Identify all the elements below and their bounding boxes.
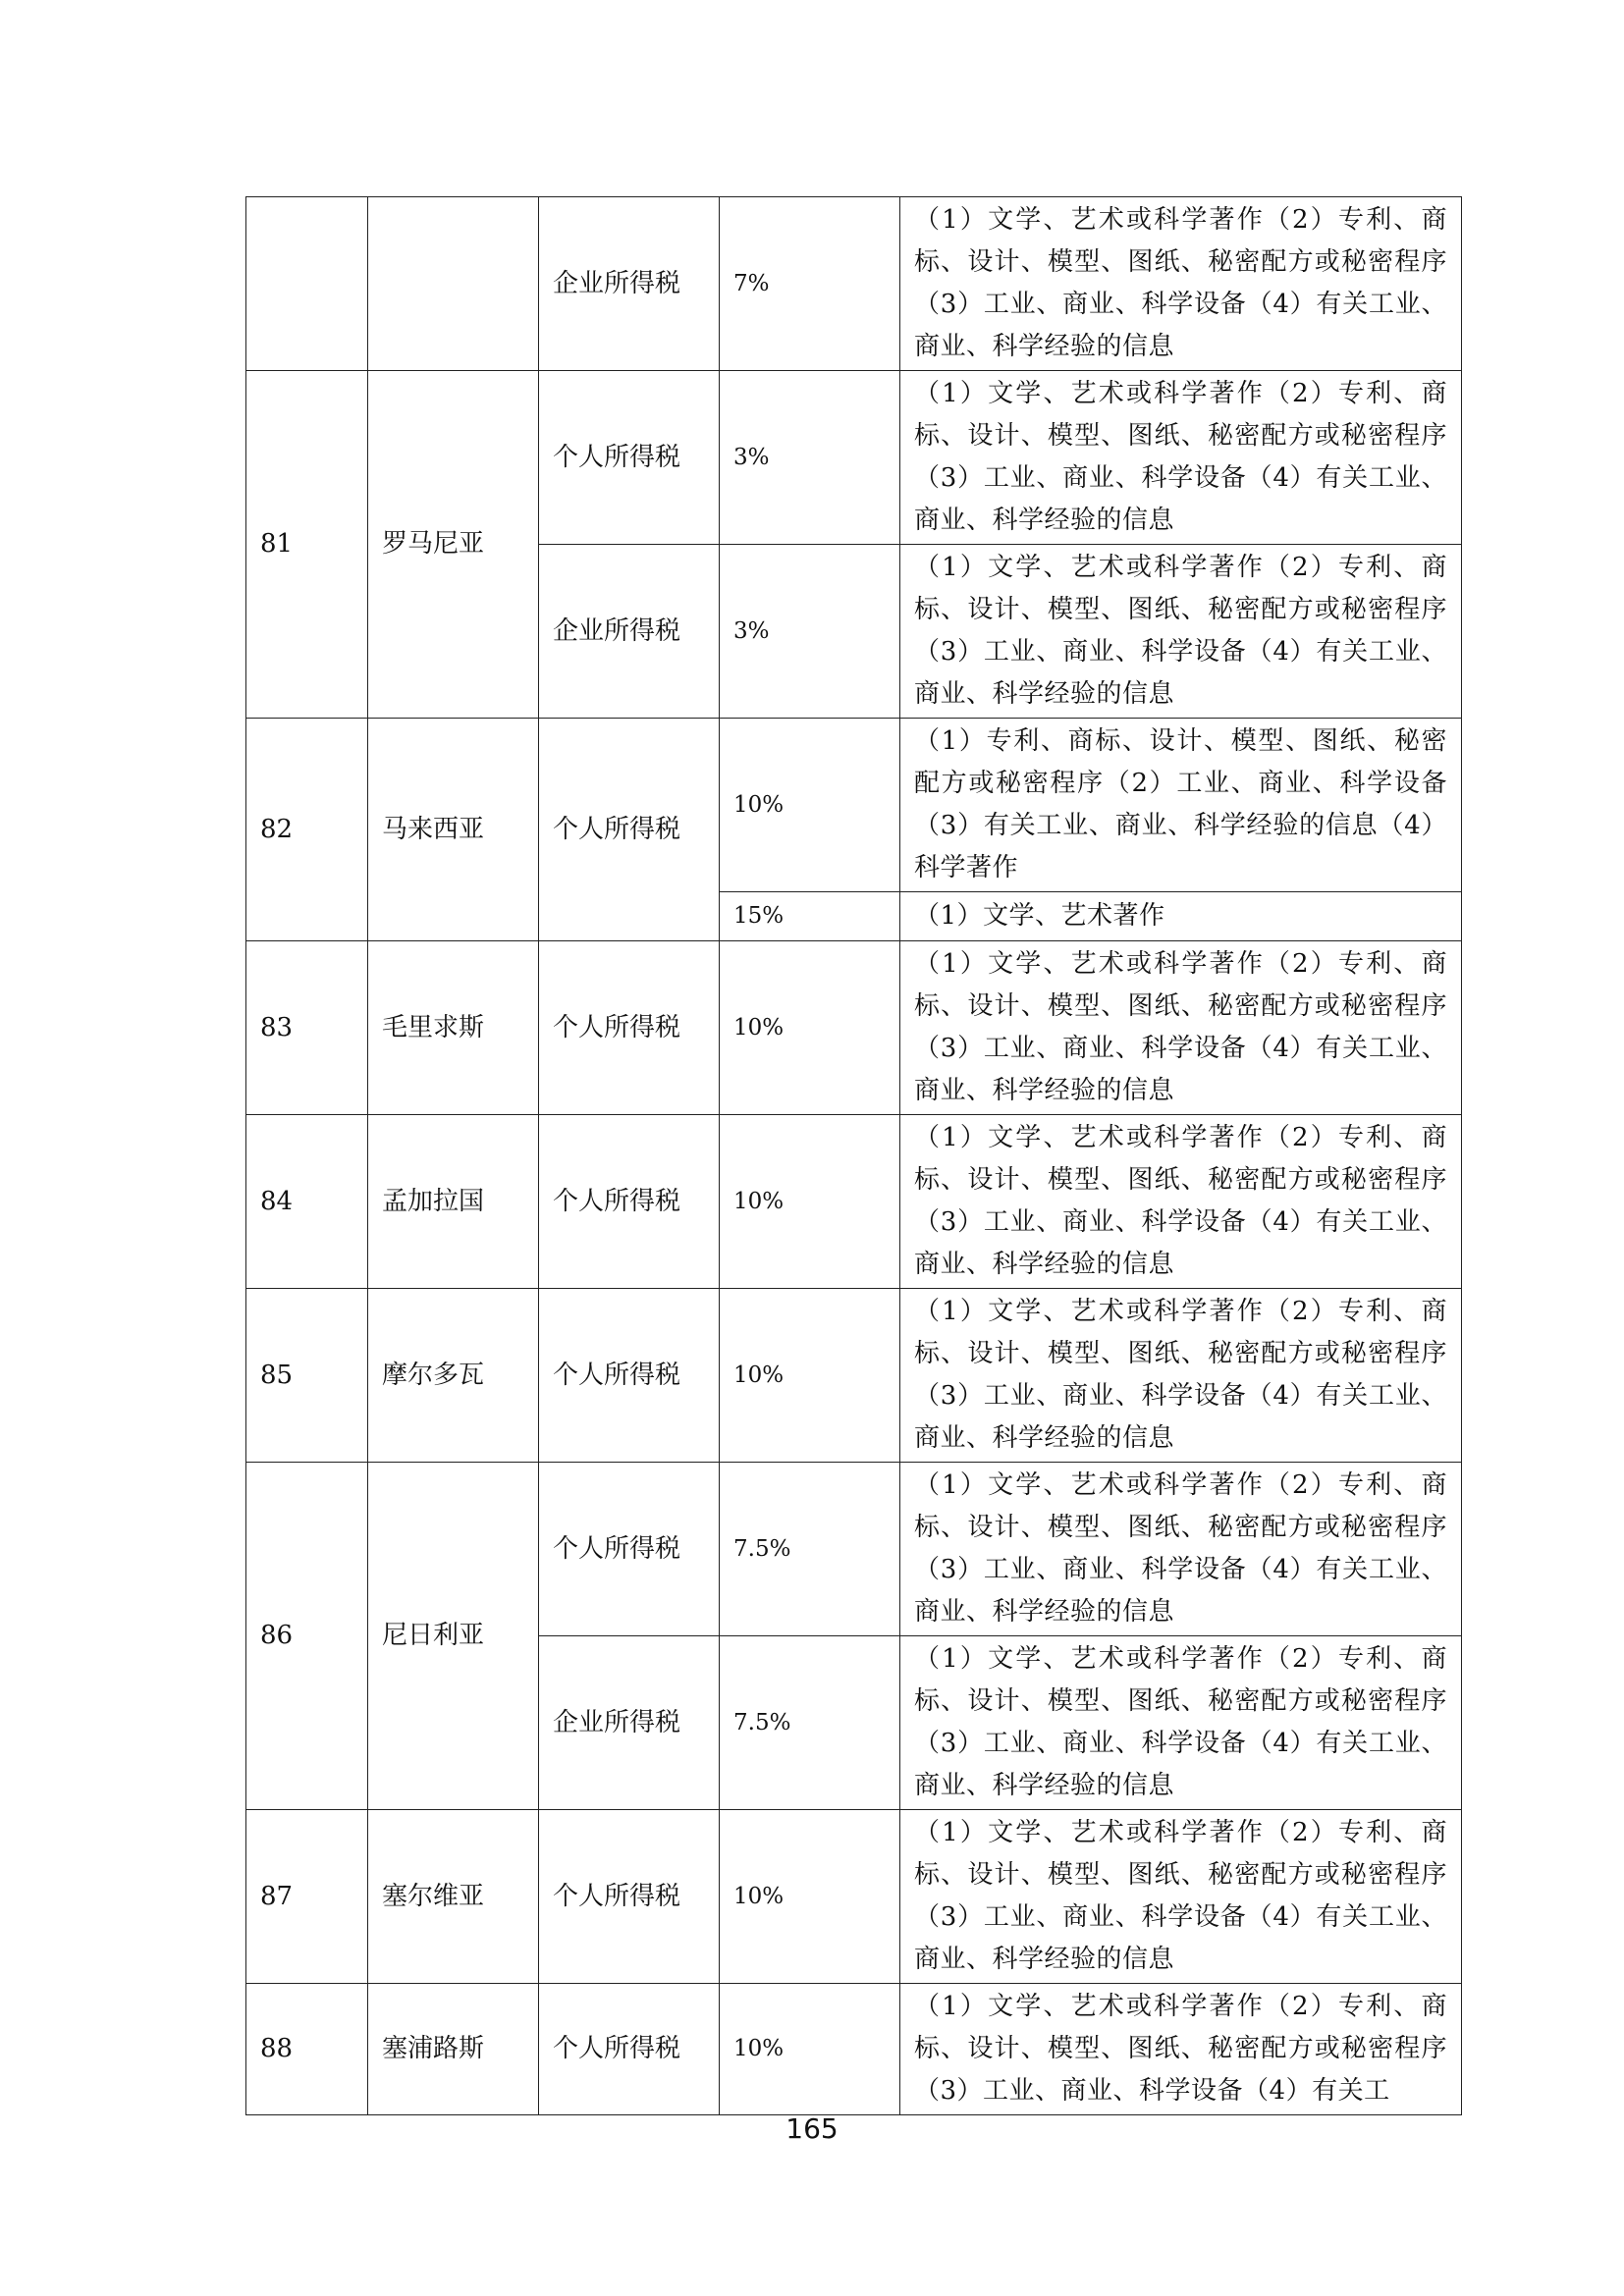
rate-cell: 10% <box>720 1289 900 1463</box>
tax-type-cell: 个人所得税 <box>539 1810 720 1984</box>
country-cell: 塞尔维亚 <box>368 1810 539 1984</box>
rate-cell: 10% <box>720 1115 900 1289</box>
row-number-cell: 81 <box>246 371 368 719</box>
scope-cell: （1）文学、艺术或科学著作（2）专利、商标、设计、模型、图纸、秘密配方或秘密程序（3）工业、商业、科学设备（4）有关工业、商业、科学经验的信息 <box>900 1289 1462 1463</box>
country-cell: 尼日利亚 <box>368 1463 539 1810</box>
table-row <box>246 371 1462 545</box>
table-row <box>246 941 1462 1115</box>
scope-cell: （1）文学、艺术著作 <box>900 892 1462 941</box>
country-cell: 罗马尼亚 <box>368 371 539 719</box>
tax-type-cell: 个人所得税 <box>539 371 720 545</box>
scope-cell: （1）文学、艺术或科学著作（2）专利、商标、设计、模型、图纸、秘密配方或秘密程序（3）工业、商业、科学设备（4）有关工业、商业、科学经验的信息 <box>900 1115 1462 1289</box>
row-number-cell: 85 <box>246 1289 368 1463</box>
country-cell <box>368 197 539 371</box>
country-cell: 马来西亚 <box>368 719 539 941</box>
tax-type-cell: 个人所得税 <box>539 1289 720 1463</box>
scope-cell: （1）文学、艺术或科学著作（2）专利、商标、设计、模型、图纸、秘密配方或秘密程序（3）工业、商业、科学设备（4）有关工业、商业、科学经验的信息 <box>900 941 1462 1115</box>
rate-cell: 3% <box>720 545 900 719</box>
row-number-cell: 84 <box>246 1115 368 1289</box>
row-number-cell: 83 <box>246 941 368 1115</box>
rate-cell: 10% <box>720 941 900 1115</box>
rate-cell: 7.5% <box>720 1463 900 1636</box>
table-row <box>246 1115 1462 1289</box>
rate-cell: 7% <box>720 197 900 371</box>
table-row <box>246 719 1462 892</box>
scope-cell: （1）文学、艺术或科学著作（2）专利、商标、设计、模型、图纸、秘密配方或秘密程序（3）工业、商业、科学设备（4）有关工业、商业、科学经验的信息 <box>900 545 1462 719</box>
table-row <box>246 1289 1462 1463</box>
table-row <box>246 1463 1462 1636</box>
rate-cell: 10% <box>720 719 900 892</box>
row-number-cell <box>246 197 368 371</box>
country-cell: 毛里求斯 <box>368 941 539 1115</box>
scope-cell: （1）文学、艺术或科学著作（2）专利、商标、设计、模型、图纸、秘密配方或秘密程序（3）工业、商业、科学设备（4）有关工业、商业、科学经验的信息 <box>900 1636 1462 1810</box>
country-cell: 塞浦路斯 <box>368 1984 539 2115</box>
tax-type-cell: 企业所得税 <box>539 1636 720 1810</box>
tax-type-cell: 企业所得税 <box>539 545 720 719</box>
tax-type-cell: 个人所得税 <box>539 719 720 941</box>
country-cell: 摩尔多瓦 <box>368 1289 539 1463</box>
scope-cell: （1）文学、艺术或科学著作（2）专利、商标、设计、模型、图纸、秘密配方或秘密程序（3）工业、商业、科学设备（4）有关工业、商业、科学经验的信息 <box>900 197 1462 371</box>
row-number-cell: 87 <box>246 1810 368 1984</box>
row-number-cell: 86 <box>246 1463 368 1810</box>
page-number: 165 <box>785 2112 839 2145</box>
tax-type-cell: 个人所得税 <box>539 1115 720 1289</box>
tax-type-cell: 个人所得税 <box>539 1463 720 1636</box>
scope-cell: （1）文学、艺术或科学著作（2）专利、商标、设计、模型、图纸、秘密配方或秘密程序（3）工业、商业、科学设备（4）有关工业、商业、科学经验的信息 <box>900 371 1462 545</box>
scope-cell: （1）文学、艺术或科学著作（2）专利、商标、设计、模型、图纸、秘密配方或秘密程序（3）工业、商业、科学设备（4）有关工业、商业、科学经验的信息 <box>900 1810 1462 1984</box>
scope-cell: （1）专利、商标、设计、模型、图纸、秘密配方或秘密程序（2）工业、商业、科学设备（3）有关工业、商业、科学经验的信息（4）科学著作 <box>900 719 1462 892</box>
tax-type-cell: 个人所得税 <box>539 941 720 1115</box>
row-number-cell: 82 <box>246 719 368 941</box>
country-cell: 孟加拉国 <box>368 1115 539 1289</box>
rate-cell: 10% <box>720 1984 900 2115</box>
table-row <box>246 1810 1462 1984</box>
rate-cell: 7.5% <box>720 1636 900 1810</box>
tax-type-cell: 个人所得税 <box>539 1984 720 2115</box>
row-number-cell: 88 <box>246 1984 368 2115</box>
tax-rate-table <box>245 196 1462 2115</box>
table-row <box>246 1984 1462 2115</box>
rate-cell: 10% <box>720 1810 900 1984</box>
table-row <box>246 197 1462 371</box>
scope-cell: （1）文学、艺术或科学著作（2）专利、商标、设计、模型、图纸、秘密配方或秘密程序（3）工业、商业、科学设备（4）有关工 <box>900 1984 1462 2115</box>
scope-cell: （1）文学、艺术或科学著作（2）专利、商标、设计、模型、图纸、秘密配方或秘密程序（3）工业、商业、科学设备（4）有关工业、商业、科学经验的信息 <box>900 1463 1462 1636</box>
tax-type-cell: 企业所得税 <box>539 197 720 371</box>
rate-cell: 3% <box>720 371 900 545</box>
rate-cell: 15% <box>720 892 900 941</box>
